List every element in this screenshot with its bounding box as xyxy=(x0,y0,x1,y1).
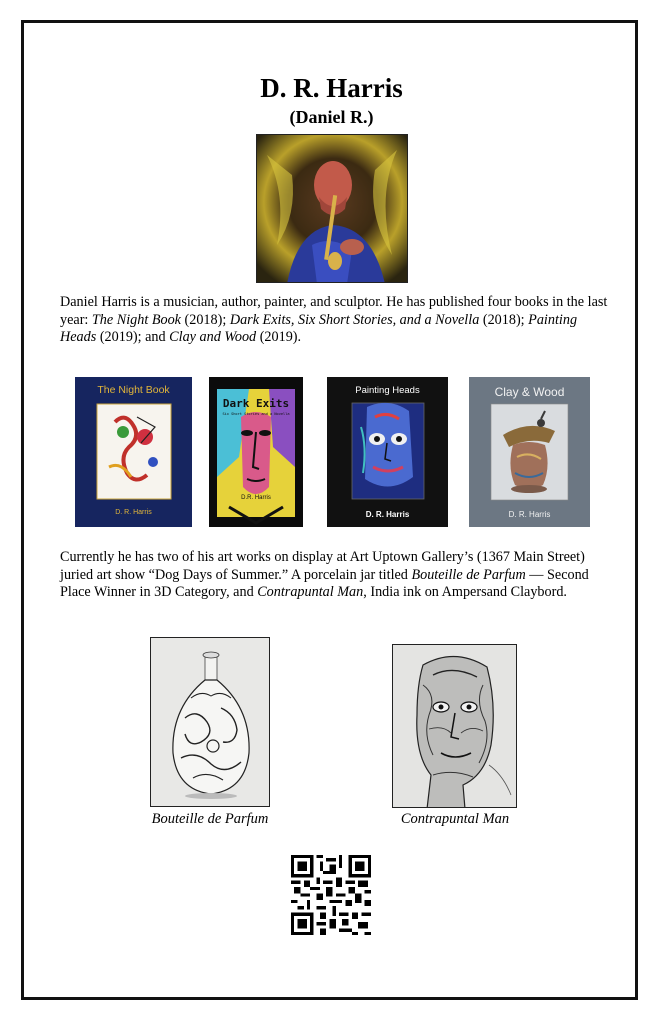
qr-code-icon[interactable] xyxy=(291,855,371,935)
artwork-caption-contrapuntal: Contrapuntal Man xyxy=(400,811,510,827)
book-4-title: Clay & Wood xyxy=(494,385,565,399)
book-title-dark-exits: Dark Exits, Six Short Stories, and a Novella xyxy=(229,311,480,328)
work-title-contrapuntal: Contrapuntal Man xyxy=(257,584,364,600)
book-2-author: D.R. Harris xyxy=(241,495,271,501)
book-3-title: Painting Heads xyxy=(355,385,420,396)
book-1-author: D. R. Harris xyxy=(115,509,152,516)
book-title-painting-heads: Painting Heads xyxy=(60,311,578,345)
work-title-bouteille: Bouteille de Parfum xyxy=(411,566,526,583)
book-cover-painting-heads xyxy=(327,377,448,527)
artwork-bouteille-de-parfum xyxy=(150,637,270,807)
book-2-title: Dark Exits xyxy=(222,397,290,410)
book-cover-night-book xyxy=(75,377,192,527)
page-subtitle: (Daniel R.) xyxy=(289,107,374,127)
book-2-subtitle: Six Short Stories and a Novella xyxy=(222,412,290,416)
book-cover-clay-wood xyxy=(469,377,590,527)
book-cover-dark-exits xyxy=(209,377,303,527)
artwork-contrapuntal-man xyxy=(392,644,517,808)
page-title: D. R. Harris xyxy=(260,73,403,103)
intro-paragraph: Daniel Harris is a musician, author, painter, and sculptor. He has published four books in the last year: The Night Book (2018); Dark Exits, Six Short Stories, and a Novella (2018); Painting Heads (2019); and Clay and Wood (2019). xyxy=(60,294,608,345)
book-title-night-book: The Night Book xyxy=(91,311,181,328)
book-title-clay-wood: Clay and Wood xyxy=(169,329,257,345)
book-3-author: D. R. Harris xyxy=(365,510,410,519)
book-1-title: The Night Book xyxy=(97,384,170,396)
display-paragraph: Currently he has two of his art works on display at Art Uptown Gallery’s (1367 Main Street) juried art show “Dog Days of Summer.” A porcelain jar titled Bouteille de Parfum — Second Place Winner in 3D Category, and Contrapuntal Man, India ink on Ampersand Claybord. xyxy=(60,549,589,600)
artwork-caption-bouteille: Bouteille de Parfum xyxy=(151,811,269,827)
artist-portrait xyxy=(256,134,408,283)
book-4-author: D. R. Harris xyxy=(508,510,551,519)
